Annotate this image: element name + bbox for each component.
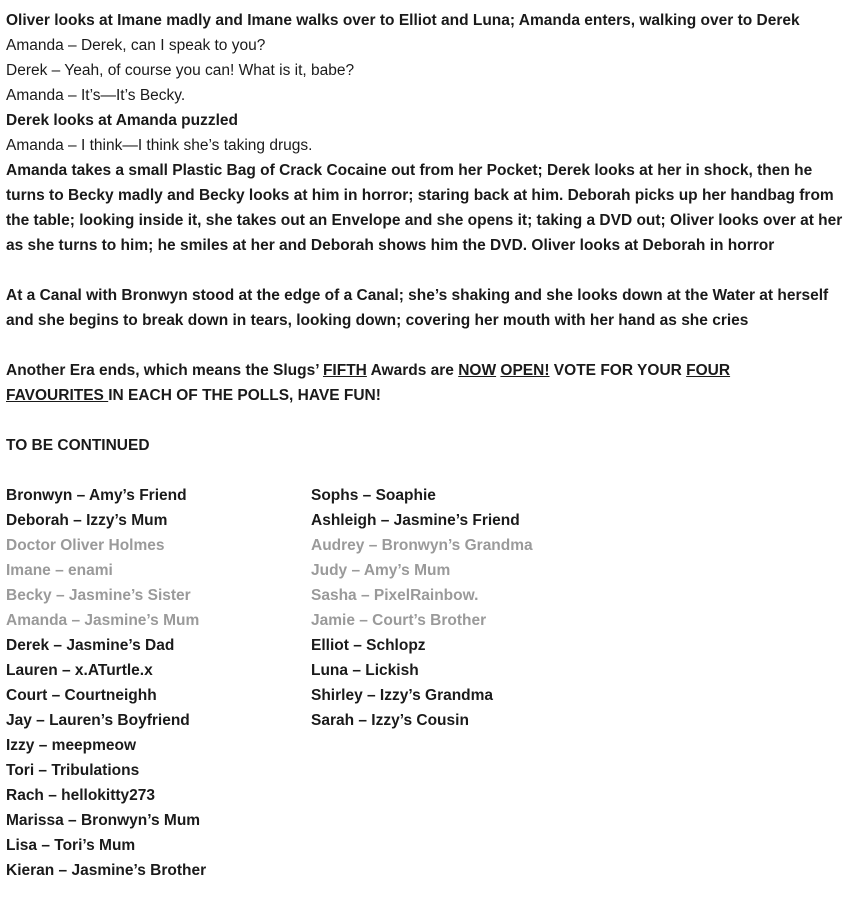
cast-entry: Marissa – Bronwyn’s Mum	[6, 812, 201, 829]
cast-entry: Deborah – Izzy’s Mum	[6, 512, 168, 529]
awards-text: Awards are	[366, 362, 459, 379]
cast-entry: Lisa – Tori’s Mum	[6, 837, 136, 854]
spacer	[6, 408, 850, 433]
cast-list	[6, 483, 850, 883]
spacer	[6, 458, 850, 483]
cast-entry: Lauren – x.ATurtle.x	[6, 662, 153, 679]
cast-entry: Audrey – Bronwyn’s Grandma	[311, 537, 533, 554]
script-line-2: Amanda – Derek, can I speak to you?	[6, 37, 266, 54]
awards-underlined: FIFTH	[322, 362, 367, 379]
cast-entry: Ashleigh – Jasmine’s Friend	[311, 512, 520, 529]
awards-text: Another Era ends, which means the Slugs’	[6, 362, 323, 379]
cast-entry: Elliot – Schlopz	[311, 637, 426, 654]
script-line-3: Derek – Yeah, of course you can! What is it, babe?	[6, 62, 355, 79]
awards-underlined: FAVOURITES	[6, 387, 109, 404]
cast-entry: Jay – Lauren’s Boyfriend	[6, 712, 190, 729]
cast-entry: Sarah – Izzy’s Cousin	[311, 712, 469, 729]
cast-entry: Kieran – Jasmine’s Brother	[6, 862, 207, 879]
document-page	[6, 8, 850, 883]
cast-column-left	[6, 483, 206, 883]
cast-entry: Luna – Lickish	[311, 662, 419, 679]
cast-entry: Sophs – Soaphie	[311, 487, 436, 504]
cast-entry: Derek – Jasmine’s Dad	[6, 637, 175, 654]
script-line-4: Amanda – It’s—It’s Becky.	[6, 87, 186, 104]
script-paragraph-2: At a Canal with Bronwyn stood at the edge of a Canal; she’s shaking and she looks down at the Water at herself and she begins to break down in tears, looking down; covering her mouth with her hand as she cries	[6, 287, 829, 329]
cast-entry: Sasha – PixelRainbow.	[311, 587, 479, 604]
script-line-5: Derek looks at Amanda puzzled	[6, 112, 238, 129]
script-line-1: Oliver looks at Imane madly and Imane walks over to Elliot and Luna; Amanda enters, walking over to Derek	[6, 12, 800, 29]
cast-entry: Tori – Tribulations	[6, 762, 140, 779]
cast-column-right	[311, 483, 533, 733]
cast-entry: Amanda – Jasmine’s Mum	[6, 612, 200, 629]
awards-underlined: NOW	[458, 362, 497, 379]
cast-entry: Judy – Amy’s Mum	[311, 562, 451, 579]
spacer	[6, 258, 850, 283]
awards-announcement	[6, 358, 850, 408]
spacer	[6, 333, 850, 358]
cast-entry: Izzy – meepmeow	[6, 737, 137, 754]
awards-underlined: FOUR	[686, 362, 731, 379]
cast-entry: Doctor Oliver Holmes	[6, 537, 165, 554]
awards-text: VOTE FOR YOUR	[549, 362, 687, 379]
cast-entry: Jamie – Court’s Brother	[311, 612, 487, 629]
awards-text: IN EACH OF THE POLLS, HAVE FUN!	[108, 387, 381, 404]
script-line-6: Amanda – I think—I think she’s taking drugs.	[6, 137, 313, 154]
awards-underlined: OPEN!	[500, 362, 550, 379]
cast-entry: Becky – Jasmine’s Sister	[6, 587, 191, 604]
cast-entry: Court – Courtneighh	[6, 687, 157, 704]
cast-entry: Rach – hellokitty273	[6, 787, 156, 804]
cast-entry: Bronwyn – Amy’s Friend	[6, 487, 187, 504]
to-be-continued: TO BE CONTINUED	[6, 437, 150, 454]
script-paragraph-1: Amanda takes a small Plastic Bag of Crack Cocaine out from her Pocket; Derek looks at her in shock, then he turns to Becky madly and Becky looks at him in horror; staring back at him. Deborah picks up her handbag from the table; looking inside it, she takes out an Envelope and she opens it; taking a DVD out; Oliver looks over at her as she turns to him; he smiles at her and Deborah shows him the DVD. Oliver looks at Deborah in horror	[6, 162, 843, 254]
cast-entry: Shirley – Izzy’s Grandma	[311, 687, 494, 704]
cast-entry: Imane – enami	[6, 562, 113, 579]
